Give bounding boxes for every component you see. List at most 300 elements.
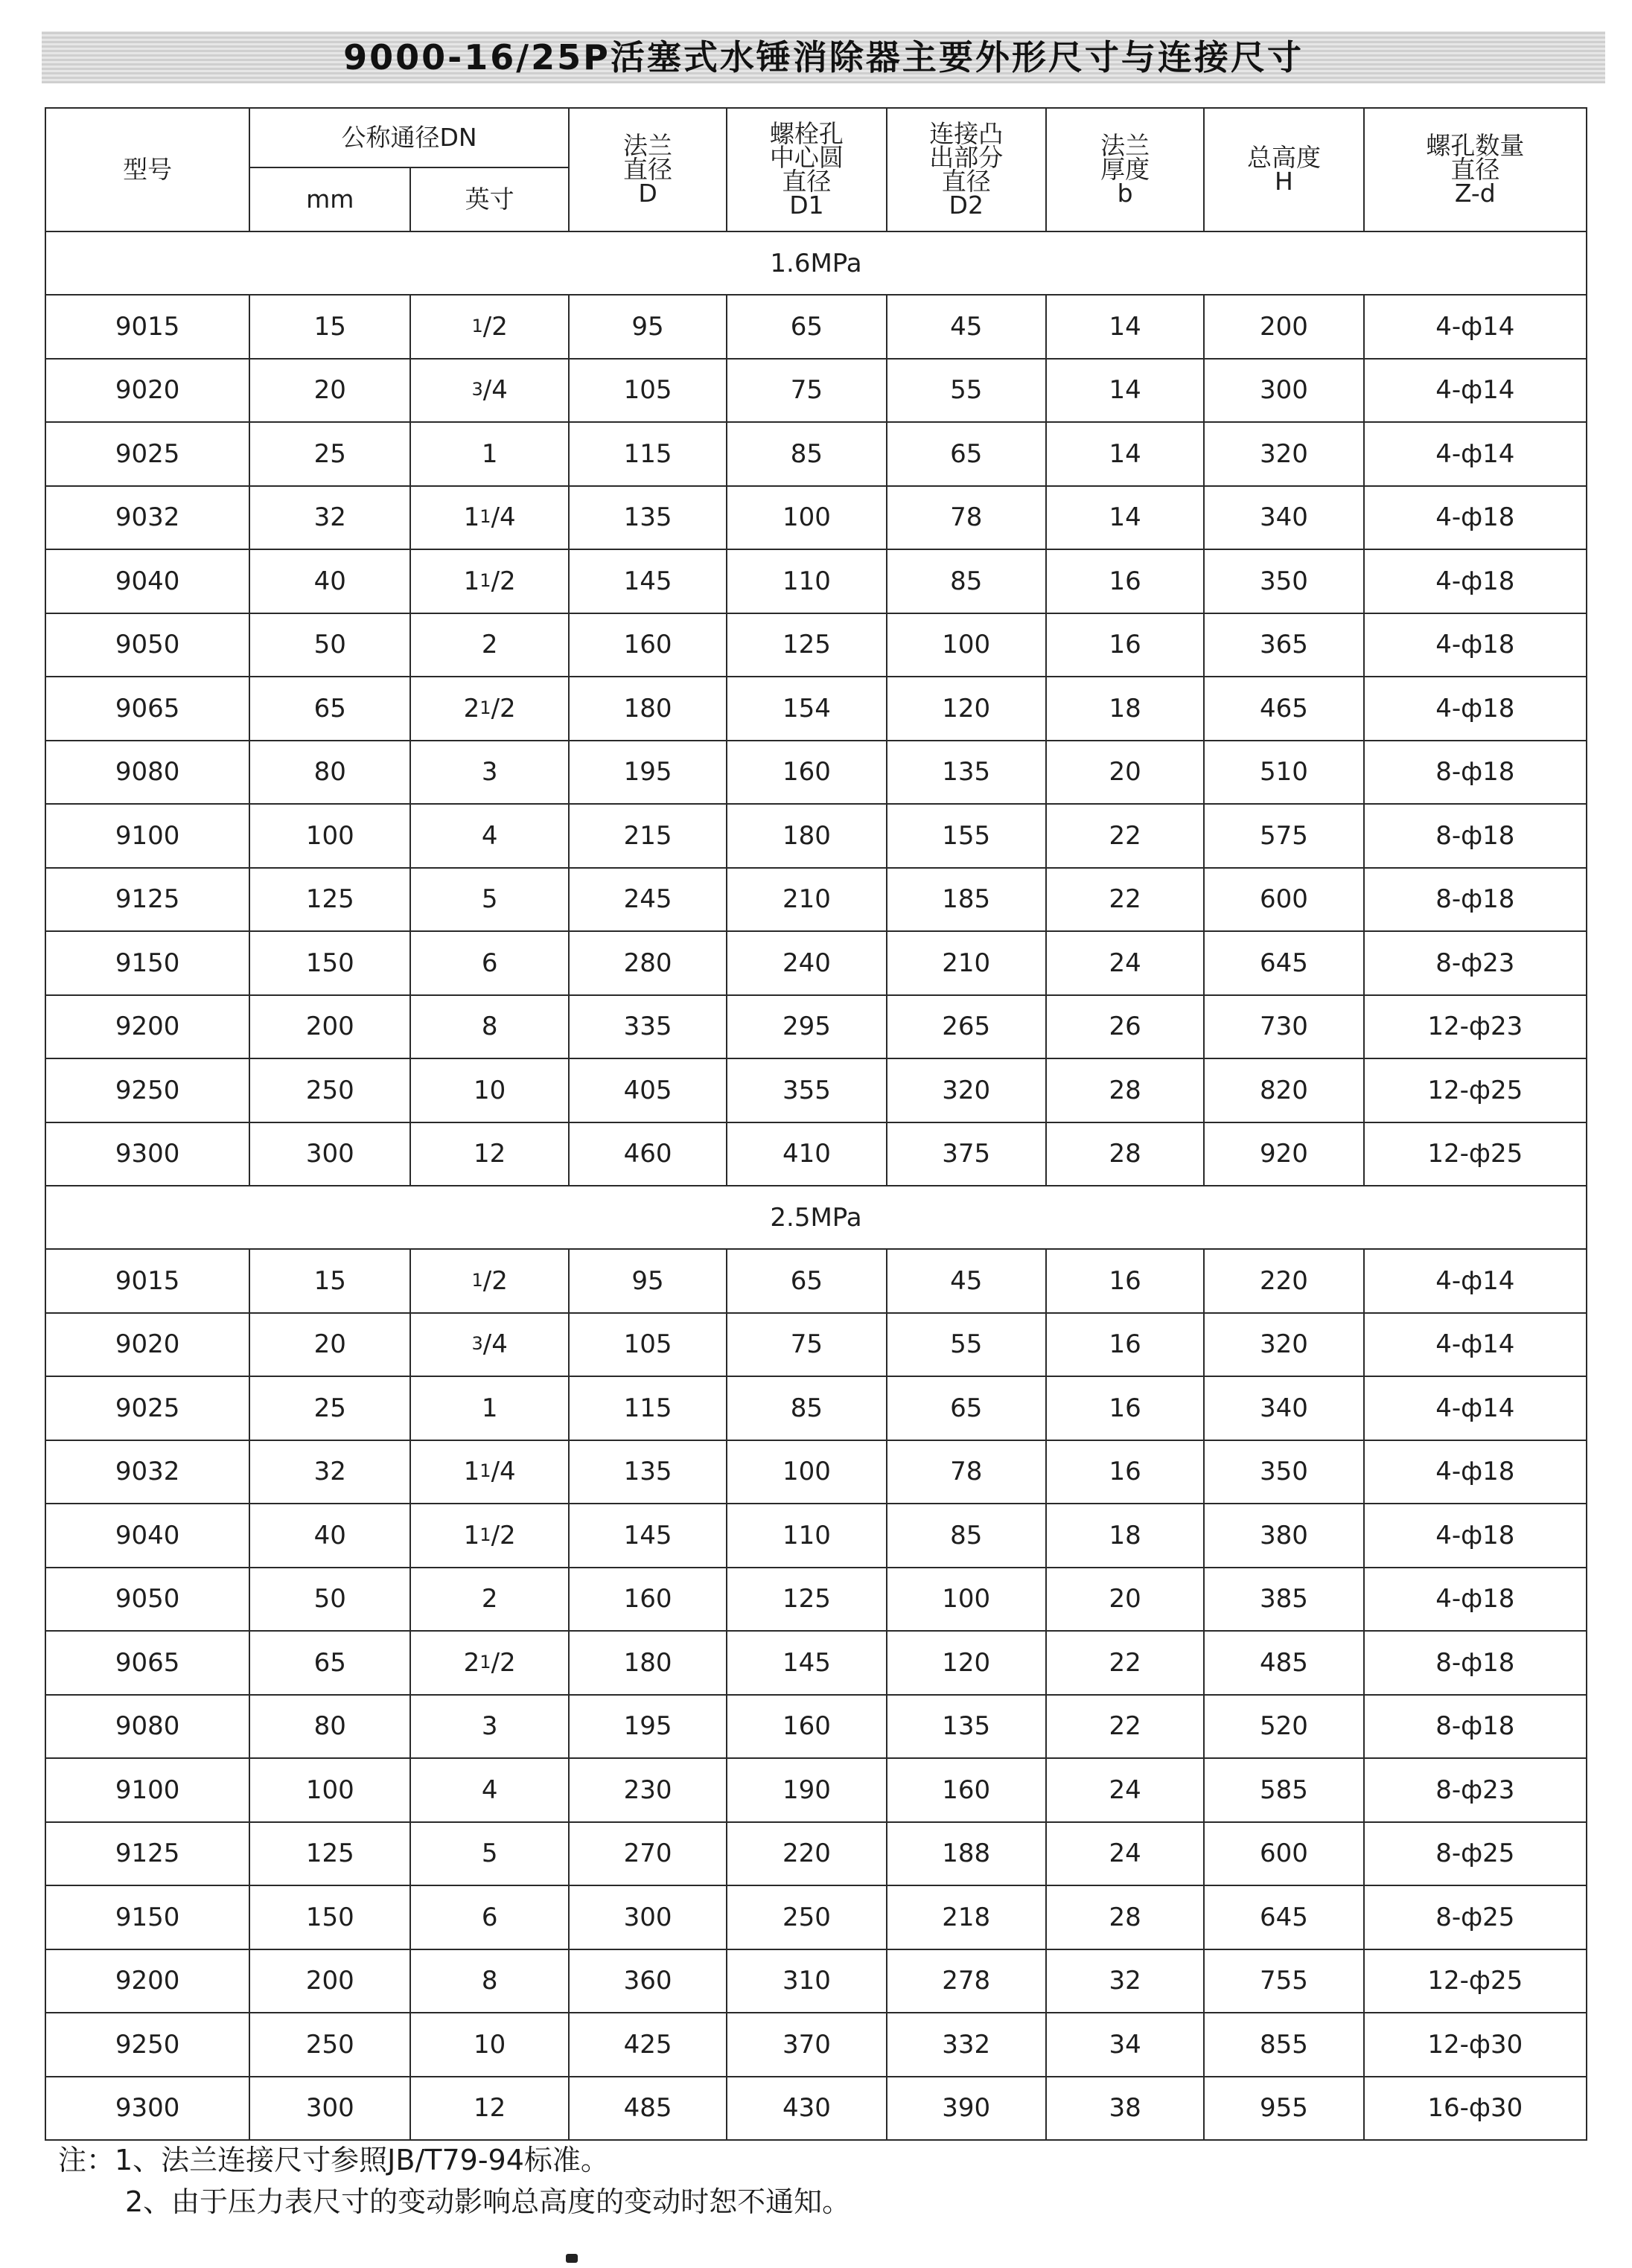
cell-d: 195	[569, 1695, 727, 1759]
table-row	[45, 995, 1587, 1059]
cell-inch	[410, 1758, 568, 1822]
cell-h: 465	[1204, 677, 1363, 741]
cell-b: 28	[1046, 1058, 1204, 1122]
cell-b: 20	[1046, 741, 1204, 805]
cell-model: 9150	[45, 1885, 249, 1949]
cell-d2: 135	[887, 741, 1046, 805]
cell-zd: 4-ф14	[1364, 422, 1587, 486]
cell-h: 320	[1204, 1313, 1363, 1377]
cell-mm: 80	[249, 741, 410, 805]
inch-denominator: /4	[482, 375, 508, 406]
cell-h: 380	[1204, 1504, 1363, 1568]
cell-b: 18	[1046, 1504, 1204, 1568]
cell-d1: 154	[727, 677, 886, 741]
inch-denominator: /2	[491, 566, 516, 596]
table-row	[45, 1058, 1587, 1122]
cell-b: 24	[1046, 1822, 1204, 1886]
cell-d1: 75	[727, 1313, 886, 1377]
cell-inch	[410, 1568, 568, 1632]
table-row	[45, 804, 1587, 868]
cell-inch	[410, 1376, 568, 1440]
cell-d: 195	[569, 741, 727, 805]
table-row	[45, 1631, 1587, 1695]
header-inch	[410, 167, 568, 231]
cell-d2: 265	[887, 995, 1046, 1059]
cell-d1: 210	[727, 868, 886, 932]
cell-mm: 250	[249, 1058, 410, 1122]
inch-whole: 12	[474, 2093, 506, 2124]
table-row	[45, 613, 1587, 677]
cell-d2: 55	[887, 359, 1046, 423]
cell-model: 9032	[45, 486, 249, 550]
table-row	[45, 931, 1587, 995]
cell-b: 28	[1046, 1885, 1204, 1949]
cell-zd: 8-ф18	[1364, 804, 1587, 868]
cell-d: 425	[569, 2013, 727, 2077]
print-mark	[566, 2254, 578, 2263]
cell-mm: 15	[249, 1249, 410, 1313]
header-dn	[249, 108, 569, 167]
cell-h: 320	[1204, 422, 1363, 486]
cell-b: 38	[1046, 2077, 1204, 2141]
inch-whole: 4	[481, 1775, 498, 1805]
header-height-label: 总高度 H	[1246, 143, 1321, 196]
cell-mm: 40	[249, 1504, 410, 1568]
cell-mm: 100	[249, 1758, 410, 1822]
cell-zd: 8-ф18	[1364, 868, 1587, 932]
cell-model: 9150	[45, 931, 249, 995]
cell-model: 9025	[45, 422, 249, 486]
cell-d1: 295	[727, 995, 886, 1059]
table-row	[45, 1313, 1587, 1377]
cell-d: 405	[569, 1058, 727, 1122]
pressure-label: 1.6MPa	[45, 231, 1587, 295]
inch-whole: 8	[481, 1012, 498, 1042]
header-dn-label: 公称通径DN	[341, 123, 477, 152]
cell-mm: 65	[249, 1631, 410, 1695]
cell-d1: 190	[727, 1758, 886, 1822]
header-raised-face-label: 连接凸 出部分 直径 D2	[929, 119, 1004, 220]
inch-numerator: 3	[471, 379, 483, 400]
cell-mm: 100	[249, 804, 410, 868]
cell-d1: 125	[727, 613, 886, 677]
inch-whole: 6	[481, 948, 498, 978]
cell-zd: 4-ф14	[1364, 1313, 1587, 1377]
table-row	[45, 359, 1587, 423]
cell-d: 145	[569, 1504, 727, 1568]
inch-denominator: /4	[491, 502, 516, 533]
table-row	[45, 868, 1587, 932]
table-row	[45, 1568, 1587, 1632]
note-1: 注：1、法兰连接尺寸参照JB/T79-94标准。	[58, 2144, 609, 2176]
cell-b: 22	[1046, 868, 1204, 932]
header-bolt-circle	[727, 108, 886, 231]
cell-mm: 150	[249, 1885, 410, 1949]
cell-d1: 100	[727, 1440, 886, 1504]
cell-b: 32	[1046, 1949, 1204, 2013]
inch-numerator: 1	[479, 506, 491, 528]
cell-b: 14	[1046, 422, 1204, 486]
inch-numerator: 1	[479, 1524, 491, 1545]
cell-d2: 332	[887, 2013, 1046, 2077]
cell-d: 180	[569, 677, 727, 741]
cell-d2: 390	[887, 2077, 1046, 2141]
cell-h: 350	[1204, 1440, 1363, 1504]
cell-mm: 200	[249, 995, 410, 1059]
cell-zd: 4-ф18	[1364, 613, 1587, 677]
cell-mm: 32	[249, 486, 410, 550]
inch-whole: 1	[463, 1457, 480, 1487]
cell-d: 105	[569, 359, 727, 423]
inch-numerator: 1	[479, 697, 491, 718]
cell-zd: 12-ф23	[1364, 995, 1587, 1059]
header-inch-label: 英寸	[465, 185, 514, 214]
cell-d1: 310	[727, 1949, 886, 2013]
cell-model: 9125	[45, 1822, 249, 1886]
cell-d2: 120	[887, 1631, 1046, 1695]
cell-zd: 8-ф18	[1364, 1695, 1587, 1759]
inch-whole: 2	[481, 630, 498, 660]
inch-denominator: /4	[491, 1457, 516, 1487]
pressure-label: 2.5MPa	[45, 1186, 1587, 1249]
cell-b: 22	[1046, 1631, 1204, 1695]
cell-h: 220	[1204, 1249, 1363, 1313]
inch-numerator: 1	[479, 1651, 491, 1673]
cell-d: 160	[569, 1568, 727, 1632]
cell-d2: 65	[887, 422, 1046, 486]
header-height	[1204, 108, 1363, 231]
table-row	[45, 2013, 1587, 2077]
header-flange-d-label: 法兰 直径 D	[623, 131, 673, 208]
header-mm	[249, 167, 410, 231]
cell-model: 9015	[45, 295, 249, 359]
table-header	[45, 108, 1587, 231]
cell-inch	[410, 1249, 568, 1313]
cell-d1: 160	[727, 1695, 886, 1759]
cell-mm: 125	[249, 1822, 410, 1886]
cell-d1: 370	[727, 2013, 886, 2077]
cell-model: 9015	[45, 1249, 249, 1313]
cell-mm: 80	[249, 1695, 410, 1759]
cell-b: 22	[1046, 1695, 1204, 1759]
inch-whole: 3	[481, 1711, 498, 1742]
inch-whole: 12	[474, 1139, 506, 1169]
footnotes	[58, 2139, 850, 2223]
cell-d2: 55	[887, 1313, 1046, 1377]
cell-model: 9200	[45, 1949, 249, 2013]
cell-model: 9065	[45, 1631, 249, 1695]
inch-whole: 5	[481, 1839, 498, 1869]
cell-model: 9040	[45, 1504, 249, 1568]
cell-zd: 8-ф18	[1364, 1631, 1587, 1695]
cell-d2: 185	[887, 868, 1046, 932]
inch-numerator: 1	[471, 1269, 483, 1291]
cell-b: 16	[1046, 1249, 1204, 1313]
cell-model: 9125	[45, 868, 249, 932]
table-row	[45, 677, 1587, 741]
inch-whole: 1	[481, 438, 498, 469]
cell-zd: 12-ф30	[1364, 2013, 1587, 2077]
inch-whole: 2	[481, 1584, 498, 1614]
cell-d1: 85	[727, 1376, 886, 1440]
cell-h: 730	[1204, 995, 1363, 1059]
cell-model: 9300	[45, 1122, 249, 1186]
table-row	[45, 549, 1587, 613]
cell-d1: 65	[727, 295, 886, 359]
cell-b: 24	[1046, 1758, 1204, 1822]
cell-d2: 135	[887, 1695, 1046, 1759]
cell-h: 585	[1204, 1758, 1363, 1822]
cell-d1: 110	[727, 549, 886, 613]
cell-zd: 4-ф14	[1364, 1249, 1587, 1313]
cell-inch	[410, 931, 568, 995]
cell-zd: 8-ф25	[1364, 1822, 1587, 1886]
table-row	[45, 2077, 1587, 2141]
inch-denominator: /2	[491, 1647, 516, 1678]
cell-d2: 278	[887, 1949, 1046, 2013]
cell-d: 230	[569, 1758, 727, 1822]
cell-mm: 300	[249, 1122, 410, 1186]
cell-d: 160	[569, 613, 727, 677]
inch-denominator: /2	[491, 693, 516, 723]
cell-inch	[410, 1949, 568, 2013]
cell-h: 755	[1204, 1949, 1363, 2013]
cell-d: 105	[569, 1313, 727, 1377]
cell-inch	[410, 422, 568, 486]
inch-whole: 1	[481, 1393, 498, 1423]
cell-model: 9050	[45, 1568, 249, 1632]
inch-denominator: /2	[482, 1265, 508, 1296]
cell-h: 365	[1204, 613, 1363, 677]
cell-h: 820	[1204, 1058, 1363, 1122]
cell-inch	[410, 613, 568, 677]
inch-whole: 1	[463, 1520, 480, 1550]
cell-inch	[410, 1631, 568, 1695]
cell-d: 215	[569, 804, 727, 868]
inch-whole: 4	[481, 820, 498, 851]
cell-model: 9020	[45, 359, 249, 423]
header-model-label: 型号	[123, 155, 173, 184]
cell-b: 20	[1046, 1568, 1204, 1632]
header-model	[45, 108, 249, 231]
inch-denominator: /4	[482, 1329, 508, 1360]
cell-mm: 65	[249, 677, 410, 741]
cell-d: 95	[569, 1249, 727, 1313]
inch-whole: 2	[463, 1647, 480, 1678]
cell-d2: 45	[887, 1249, 1046, 1313]
cell-inch	[410, 804, 568, 868]
cell-d1: 125	[727, 1568, 886, 1632]
table-row	[45, 295, 1587, 359]
cell-zd: 4-ф18	[1364, 677, 1587, 741]
table-row	[45, 1504, 1587, 1568]
inch-numerator: 1	[479, 569, 491, 591]
cell-d2: 100	[887, 613, 1046, 677]
inch-numerator: 3	[471, 1333, 483, 1355]
cell-d: 280	[569, 931, 727, 995]
cell-d: 335	[569, 995, 727, 1059]
cell-d2: 320	[887, 1058, 1046, 1122]
cell-zd: 4-ф18	[1364, 1568, 1587, 1632]
inch-whole: 10	[474, 1075, 506, 1105]
table-row	[45, 1249, 1587, 1313]
cell-d: 135	[569, 486, 727, 550]
cell-d2: 78	[887, 486, 1046, 550]
page-title: 9000-16/25P活塞式水锤消除器主要外形尺寸与连接尺寸	[343, 37, 1304, 77]
inch-whole: 6	[481, 1902, 498, 1932]
cell-d: 145	[569, 549, 727, 613]
cell-inch	[410, 549, 568, 613]
cell-model: 9020	[45, 1313, 249, 1377]
cell-d2: 45	[887, 295, 1046, 359]
title-banner	[42, 31, 1605, 83]
inch-whole: 10	[474, 2029, 506, 2060]
cell-zd: 8-ф18	[1364, 741, 1587, 805]
cell-zd: 12-ф25	[1364, 1058, 1587, 1122]
cell-zd: 8-ф23	[1364, 1758, 1587, 1822]
cell-model: 9080	[45, 741, 249, 805]
table-row	[45, 1695, 1587, 1759]
header-flange-b-label: 法兰 厚度 b	[1100, 131, 1150, 208]
cell-mm: 50	[249, 1568, 410, 1632]
cell-zd: 4-ф18	[1364, 549, 1587, 613]
inch-denominator: /2	[482, 311, 508, 342]
header-mm-label: mm	[306, 185, 354, 214]
cell-h: 485	[1204, 1631, 1363, 1695]
cell-b: 14	[1046, 295, 1204, 359]
note-2: 2、由于压力表尺寸的变动影响总高度的变动时恕不通知。	[125, 2185, 851, 2218]
cell-d: 115	[569, 1376, 727, 1440]
cell-d1: 110	[727, 1504, 886, 1568]
header-holes	[1364, 108, 1587, 231]
cell-b: 14	[1046, 486, 1204, 550]
cell-d2: 78	[887, 1440, 1046, 1504]
cell-model: 9250	[45, 1058, 249, 1122]
cell-zd: 4-ф18	[1364, 486, 1587, 550]
cell-inch	[410, 741, 568, 805]
table-row	[45, 1822, 1587, 1886]
cell-d: 300	[569, 1885, 727, 1949]
cell-model: 9050	[45, 613, 249, 677]
cell-d: 485	[569, 2077, 727, 2141]
cell-d1: 430	[727, 2077, 886, 2141]
cell-d2: 155	[887, 804, 1046, 868]
cell-zd: 16-ф30	[1364, 2077, 1587, 2141]
cell-zd: 12-ф25	[1364, 1122, 1587, 1186]
cell-mm: 150	[249, 931, 410, 995]
cell-d2: 210	[887, 931, 1046, 995]
cell-model: 9080	[45, 1695, 249, 1759]
table-row	[45, 1885, 1587, 1949]
cell-zd: 8-ф25	[1364, 1885, 1587, 1949]
table-row	[45, 1376, 1587, 1440]
inch-whole: 1	[463, 566, 480, 596]
inch-numerator: 1	[471, 315, 483, 336]
cell-inch	[410, 1122, 568, 1186]
cell-model: 9040	[45, 549, 249, 613]
cell-mm: 250	[249, 2013, 410, 2077]
cell-model: 9065	[45, 677, 249, 741]
inch-whole: 5	[481, 884, 498, 915]
cell-d: 135	[569, 1440, 727, 1504]
cell-d1: 180	[727, 804, 886, 868]
cell-model: 9250	[45, 2013, 249, 2077]
cell-d: 245	[569, 868, 727, 932]
cell-b: 26	[1046, 995, 1204, 1059]
cell-d: 95	[569, 295, 727, 359]
cell-inch	[410, 1313, 568, 1377]
table-row	[45, 1949, 1587, 2013]
cell-b: 18	[1046, 677, 1204, 741]
cell-mm: 32	[249, 1440, 410, 1504]
cell-inch	[410, 1440, 568, 1504]
cell-inch	[410, 486, 568, 550]
cell-h: 955	[1204, 2077, 1363, 2141]
cell-model: 9300	[45, 2077, 249, 2141]
cell-inch	[410, 2077, 568, 2141]
table-row	[45, 1758, 1587, 1822]
cell-h: 855	[1204, 2013, 1363, 2077]
cell-b: 14	[1046, 359, 1204, 423]
table-row	[45, 422, 1587, 486]
cell-b: 28	[1046, 1122, 1204, 1186]
cell-b: 16	[1046, 1376, 1204, 1440]
cell-h: 200	[1204, 295, 1363, 359]
cell-h: 340	[1204, 486, 1363, 550]
cell-h: 340	[1204, 1376, 1363, 1440]
cell-d2: 85	[887, 549, 1046, 613]
cell-d2: 375	[887, 1122, 1046, 1186]
cell-d2: 218	[887, 1885, 1046, 1949]
cell-h: 575	[1204, 804, 1363, 868]
cell-d1: 65	[727, 1249, 886, 1313]
cell-inch	[410, 1885, 568, 1949]
table-row	[45, 1122, 1587, 1186]
cell-d1: 250	[727, 1885, 886, 1949]
cell-inch	[410, 1504, 568, 1568]
cell-mm: 15	[249, 295, 410, 359]
header-holes-label: 螺孔数量 直径 Z-d	[1426, 131, 1525, 208]
cell-zd: 8-ф23	[1364, 931, 1587, 995]
cell-b: 16	[1046, 1440, 1204, 1504]
cell-d1: 220	[727, 1822, 886, 1886]
cell-model: 9025	[45, 1376, 249, 1440]
cell-d2: 188	[887, 1822, 1046, 1886]
section-row	[45, 1186, 1587, 1249]
cell-h: 645	[1204, 931, 1363, 995]
cell-zd: 4-ф14	[1364, 1376, 1587, 1440]
inch-whole: 8	[481, 1966, 498, 1996]
cell-h: 520	[1204, 1695, 1363, 1759]
cell-inch	[410, 1058, 568, 1122]
cell-b: 24	[1046, 931, 1204, 995]
cell-h: 645	[1204, 1885, 1363, 1949]
spec-table	[45, 107, 1587, 2141]
cell-inch	[410, 677, 568, 741]
cell-b: 22	[1046, 804, 1204, 868]
table-row	[45, 486, 1587, 550]
cell-d: 270	[569, 1822, 727, 1886]
cell-d1: 160	[727, 741, 886, 805]
cell-h: 350	[1204, 549, 1363, 613]
cell-mm: 50	[249, 613, 410, 677]
cell-zd: 4-ф18	[1364, 1504, 1587, 1568]
cell-mm: 40	[249, 549, 410, 613]
cell-d2: 160	[887, 1758, 1046, 1822]
cell-b: 16	[1046, 613, 1204, 677]
cell-zd: 12-ф25	[1364, 1949, 1587, 2013]
cell-d1: 240	[727, 931, 886, 995]
